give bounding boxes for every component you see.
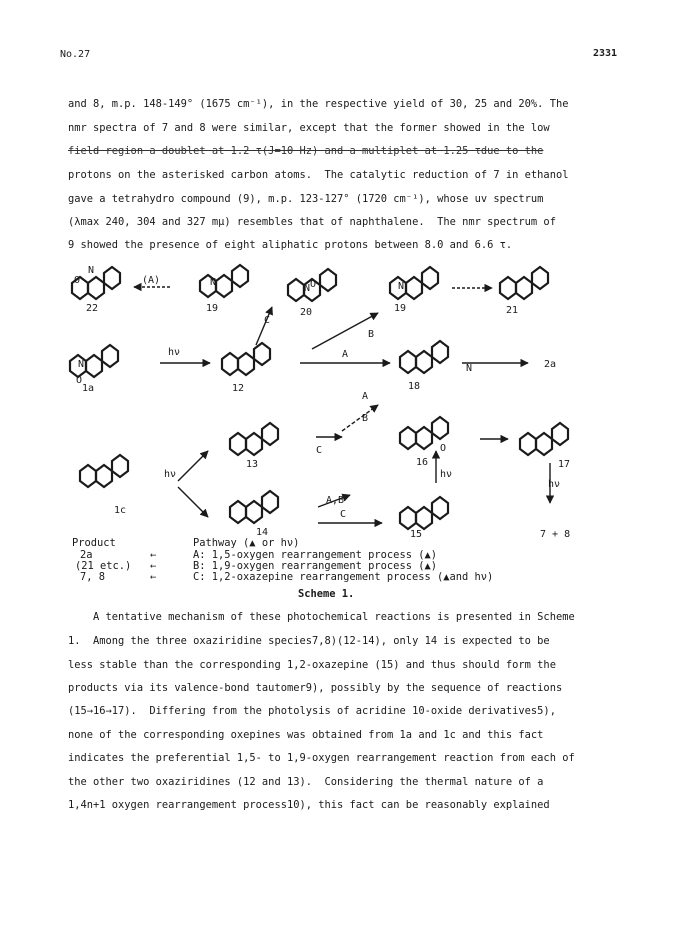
arrow-label-2: B [368,329,375,340]
compound-label-5: 1a [82,383,95,394]
compound-label-6: 12 [232,383,245,394]
arrow-label-9: A,B [326,495,345,506]
text-line: indicates the preferential 1,5- to 1,9-oxygen rearrangement reaction from each of [68,752,575,764]
text-line: protons on the asterisked carbon atoms. The catalytic reduction of 7 in ethanol [68,169,569,181]
legend-pathway: C: 1,2-oxazepine rearrangement process (▲and hν) [193,571,494,583]
legend-product: 2a [80,549,93,561]
text-line: the other two oxaziridines (12 and 13). Considering the thermal nature of a [68,776,544,788]
compound-label-1: 19 [206,303,219,314]
text-line: products via its valence-bond tautomer9), possibly by the sequence of reactions [68,682,563,694]
journal-issue: No.27 [60,49,91,60]
molecule-1c [80,455,128,487]
molecule-12 [222,343,270,375]
arrow-label-11: hν [548,479,561,490]
atom-label-7: O [76,375,83,386]
reaction-scheme [60,255,620,555]
arrow-label-7: C [316,445,323,456]
molecule-19a [200,265,248,297]
legend-arrow: ← [150,549,157,561]
legend-header-product: Product [72,537,116,549]
atom-label-9: O [440,443,447,454]
atom-label-0: N [88,265,95,276]
atom-label-1: O [74,275,81,286]
legend-arrow: ← [150,560,157,572]
legend-arrow: ← [150,571,157,583]
arrow-label-12: hν [164,469,177,480]
atom-label-8: N [466,363,473,374]
legend-header-pathway: Pathway (▲ or hν) [193,537,300,549]
molecule-15 [400,497,448,529]
compound-label-0: 22 [86,303,99,314]
text-line: 9 showed the presence of eight aliphatic protons between 8.0 and 6.6 τ. [68,239,513,251]
compound-label-8: 2a [544,359,557,370]
molecule-21 [500,267,548,299]
atom-label-2: N [210,277,217,288]
arrow-label-8: hν [440,469,453,480]
text-line: none of the corresponding oxepines was obtained from 1a and 1c and this fact [68,729,544,741]
compound-label-7: 18 [408,381,421,392]
molecule-17 [520,423,568,455]
molecule-18 [400,341,448,373]
legend-pathway: B: 1,9-oxygen rearrangement process (▲) [193,560,437,572]
atom-label-5: N [398,281,405,292]
page-number: 2331 [593,48,618,59]
text-line: nmr spectra of 7 and 8 were similar, except that the former showed in the low [68,122,550,134]
text-line: and 8, m.p. 148-149° (1675 cm⁻¹), in the respective yield of 30, 25 and 20%. The [68,98,569,110]
compound-label-14: 15 [410,529,423,540]
arrow-label-5: A [362,391,369,402]
compound-label-9: 13 [246,459,259,470]
arrow-label-0: (A) [142,275,161,286]
legend-product: 7, 8 [80,571,106,583]
compound-label-4: 21 [506,305,519,316]
text-line: less stable than the corresponding 1,2-oxazepine (15) and thus should form the [68,659,556,671]
compound-label-10: 16 [416,457,429,468]
text-line: field region a doublet at 1.2 τ(J=10 Hz) and a multiplet at 1.25 τdue to the [68,145,544,157]
atom-label-6: N [78,359,85,370]
text-line: (15→16→17). Differing from the photolysis of acridine 10-oxide derivatives5), [68,705,556,717]
compound-label-11: 17 [558,459,571,470]
legend-product: (21 etc.) [75,560,132,572]
compound-label-15: 7 + 8 [540,529,571,540]
compound-label-13: 14 [256,527,269,538]
text-line: (λmax 240, 304 and 327 mμ) resembles that of naphthalene. The nmr spectrum of [68,216,556,228]
text-line: A tentative mechanism of these photochemical reactions is presented in Scheme [68,611,575,623]
arrow-label-4: hν [168,347,181,358]
compound-label-2: 20 [300,307,313,318]
atom-label-4: O [310,279,317,290]
compound-label-3: 19 [394,303,407,314]
molecule-14 [230,491,278,523]
arrow-label-1: C [264,315,271,326]
compound-label-12: 1c [114,505,127,516]
arrow-label-10: C [340,509,347,520]
text-line: 1,4n+1 oxygen rearrangement process10), this fact can be reasonably explained [68,799,550,811]
text-line: gave a tetrahydro compound (9), m.p. 123-127° (1720 cm⁻¹), whose uv spectrum [68,193,544,205]
arrow-label-3: A [342,349,349,360]
legend-pathway: A: 1,5-oxygen rearrangement process (▲) [193,549,437,561]
molecule-13 [230,423,278,455]
atom-label-3: N [304,283,311,294]
scheme-caption: Scheme 1. [298,588,355,600]
text-line: 1. Among the three oxaziridine species7,8)(12-14), only 14 is expected to be [68,635,550,647]
arrow-label-6: B [362,413,369,424]
